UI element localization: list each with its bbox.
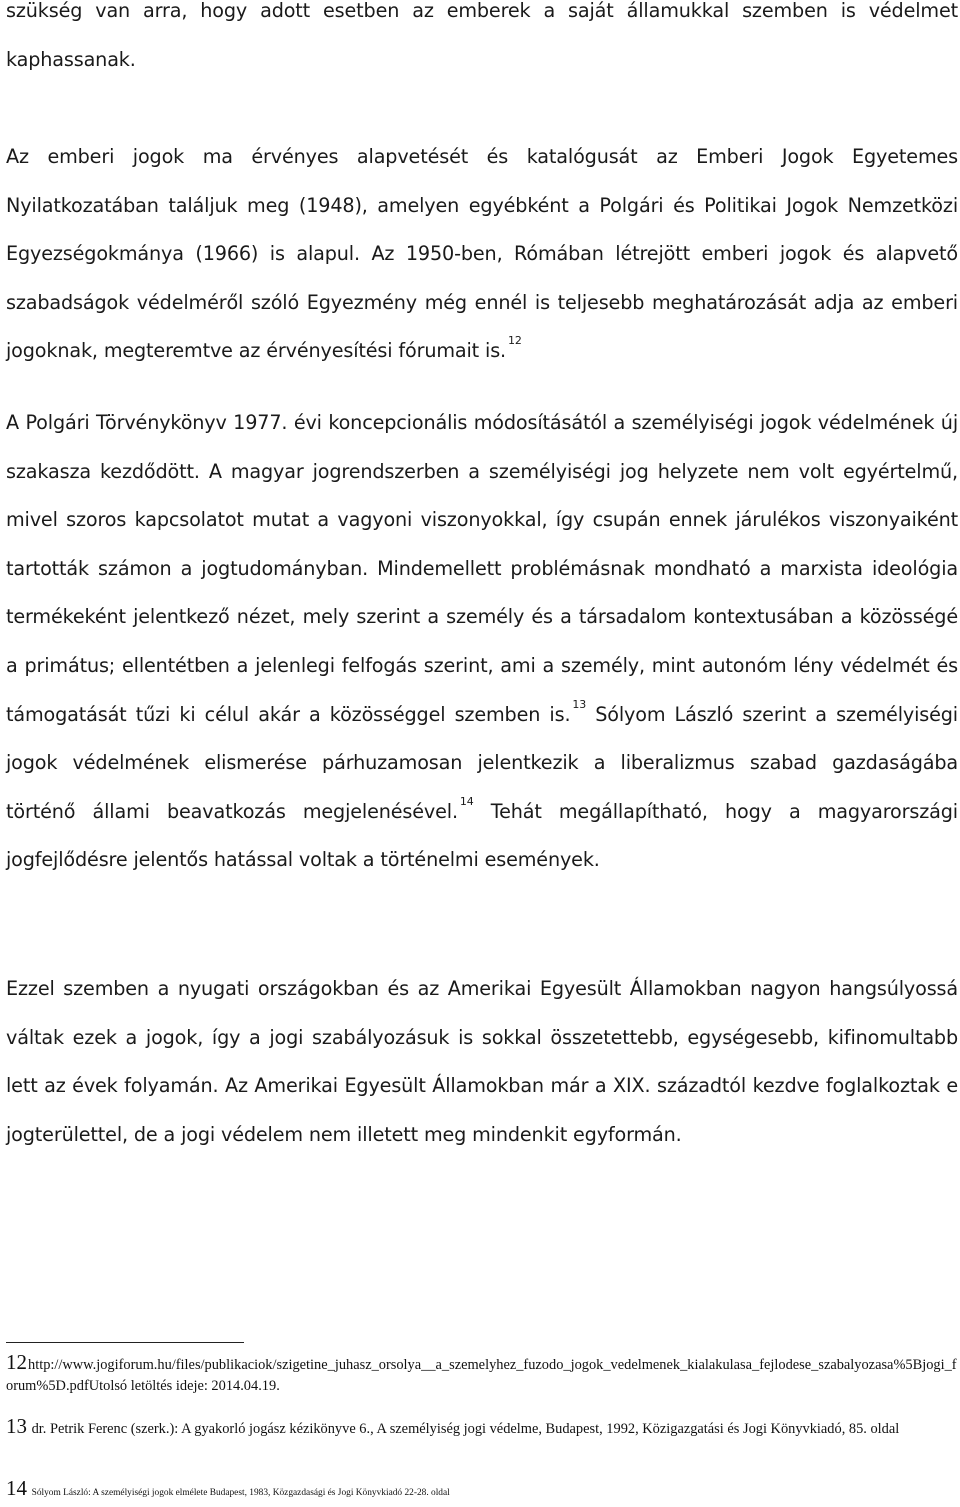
footnote-14 xyxy=(6,1478,958,1504)
footnote-text: Sólyom László: A személyiségi jogok elmélete Budapest, 1983, Közgazdasági és Jogi Könyvkiadó 22-28. oldal xyxy=(31,1488,450,1498)
footnote-ref-13[interactable]: 13 xyxy=(572,697,587,711)
body-paragraph-2 xyxy=(6,133,958,376)
footnote-ref-14[interactable]: 14 xyxy=(459,794,474,808)
footnote-ref-12[interactable]: 12 xyxy=(508,334,522,348)
paragraph-text: A Polgári Törvénykönyv 1977. évi koncepcionális módosításától a személyiségi jogok védelmének új szakasza kezdődött. A magyar jogrendszerben a személyiségi jog helyzete nem volt egyértelmű, mivel szoros kapcsolatot mutat a vagyoni viszonyokkal, így csupán ennek járulékos viszonyaiként tartották számon a jogtudományban. Mindemellett problémásnak mondható a marxista ideológia termékeként jelentkező nézet, mely szerint a személy és a társadalom kontextusában a közösségé a primátus; ellentétben a jelenlegi felfogás szerint, ami a személy, mint autonóm lény védelmét és támogatását tűzi ki célul akár a közösséggel szemben is. xyxy=(6,411,958,726)
body-paragraph-3 xyxy=(6,399,958,885)
body-paragraph-1 xyxy=(6,0,958,84)
footnote-number: 12 xyxy=(6,1350,27,1374)
footnote-13 xyxy=(6,1416,958,1440)
footnote-12 xyxy=(6,1352,958,1397)
paragraph-text: Ezzel szemben a nyugati országokban és az Amerikai Egyesült Államokban nagyon hangsúlyossá váltak ezek a jogok, így a jogi szabályozásuk is sokkal összetettebb, egységesebb, kifinomultabb lett az évek folyamán. Az Amerikai Egyesült Államokban már a XIX. századtól kezdve foglalkoztak e jogterülettel, de a jogi védelem nem illetett meg mindenkit egyformán. xyxy=(6,977,958,1146)
footnote-text: dr. Petrik Ferenc (szerk.): A gyakorló jogász kézikönyve 6., A személyiség jogi védelme, Budapest, 1992, Közigazgatási és Jogi Könyvkiadó, 85. oldal xyxy=(31,1421,900,1437)
paragraph-text: Az emberi jogok ma érvényes alapvetését és katalógusát az Emberi Jogok Egyetemes Nyilatkozatában találjuk meg (1948), amelyen egyébként a Polgári és Politikai Jogok Nemzetközi Egyezségokmánya (1966) is alapul. Az 1950-ben, Rómában létrejött emberi jogok és alapvető szabadságok védelméről szóló Egyezmény még ennél is teljesebb meghatározását adja az emberi jogoknak, megteremtve az érvényesítési fórumait is. xyxy=(6,145,958,363)
paragraph-text: Tehát megállapítható, hogy a magyarországi jogfejlődésre jelentős hatással voltak a történelmi események. xyxy=(6,799,958,872)
paragraph-text: Sólyom László szerint a személyiségi jogok védelmének elismerése párhuzamosan jelentkezik a liberalizmus szabad gazdaságába történő állami beavatkozás megjelenésével. xyxy=(6,702,958,823)
footnote-number: 13 xyxy=(6,1414,27,1438)
paragraph-text: szükség van arra, hogy adott esetben az emberek a saját államukkal szemben is védelmet kaphassanak. xyxy=(6,0,958,71)
body-paragraph-4 xyxy=(6,965,958,1159)
footnote-text[interactable]: http://www.jogiforum.hu/files/publikaciok/szigetine_juhasz_orsolya__a_szemelyhez_fuzodo_jogok_vedelmenek_kialakulasa_fejlodese_szabalyozasa%5Bjogi_forum%5D.pdfUtolsó letöltés ideje: 2014.04.19. xyxy=(6,1357,957,1394)
footnote-number: 14 xyxy=(6,1476,27,1500)
footnote-separator xyxy=(6,1342,244,1343)
